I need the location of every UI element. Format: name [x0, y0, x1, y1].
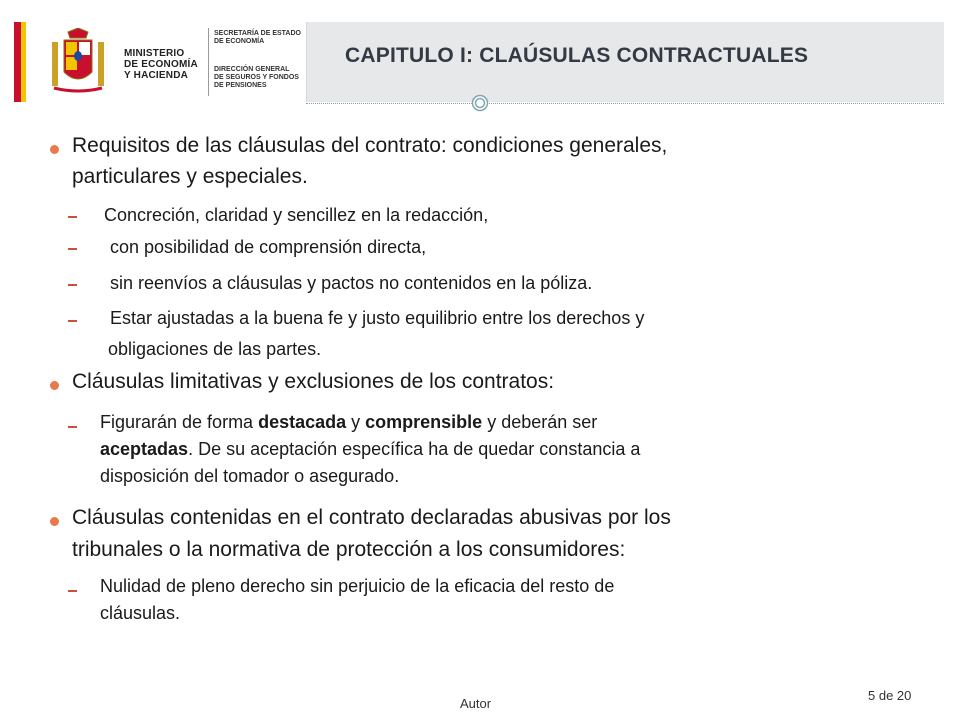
subitem-concrecion: Concreción, claridad y sencillez en la redacción, [104, 205, 489, 225]
subitem-nulidad-line2: cláusulas. [100, 603, 181, 623]
sub-dash [68, 216, 77, 218]
direccion-label: DIRECCIÓN GENERAL DE SEGUROS Y FONDOS DE PENSIONES [214, 66, 299, 89]
footer-author: Autor [460, 696, 492, 711]
secretaria-label: SECRETARÍA DE ESTADO DE ECONOMÍA [214, 30, 301, 45]
bullet-marker [50, 381, 59, 390]
bullet-requisitos-line1: Requisitos de las cláusulas del contrato: condiciones generales, [72, 134, 668, 157]
bullet-limitativas: Cláusulas limitativas y exclusiones de los contratos: [72, 370, 555, 393]
subitem-buena-fe-line2: obligaciones de las partes. [108, 339, 322, 359]
subitem-comprension: con posibilidad de comprensión directa, [110, 237, 427, 257]
sub-dash [68, 248, 77, 250]
subitem-destacada-line2: aceptadas. De su aceptación específica ha de quedar constancia a [100, 439, 641, 459]
sub-dash [68, 320, 77, 322]
subitem-nulidad-line1: Nulidad de pleno derecho sin perjuicio de la eficacia del resto de [100, 576, 615, 596]
subitem-destacada-line1: Figurarán de forma destacada y comprensible y deberán ser [100, 412, 598, 432]
subitem-reenvios: sin reenvíos a cláusulas y pactos no contenidos en la póliza. [110, 273, 593, 293]
bullet-abusivas-line1: Cláusulas contenidas en el contrato declaradas abusivas por los [72, 506, 671, 529]
sub-dash [68, 590, 77, 592]
bullet-requisitos-line2: particulares y especiales. [72, 165, 308, 188]
bullet-marker [50, 145, 59, 154]
ministry-name: MINISTERIO DE ECONOMÍA Y HACIENDA [124, 48, 198, 81]
sub-dash [68, 284, 77, 286]
bullet-marker [50, 517, 59, 526]
sub-dash [68, 426, 77, 428]
slide-title: CAPITULO I: CLAÚSULAS CONTRACTUALES [345, 44, 809, 67]
subitem-buena-fe-line1: Estar ajustadas a la buena fe y justo equilibrio entre los derechos y [110, 308, 645, 328]
subitem-destacada-line3: disposición del tomador o asegurado. [100, 466, 400, 486]
page-number: 5 de 20 [868, 688, 912, 703]
bullet-abusivas-line2: tribunales o la normativa de protección a los consumidores: [72, 538, 626, 561]
